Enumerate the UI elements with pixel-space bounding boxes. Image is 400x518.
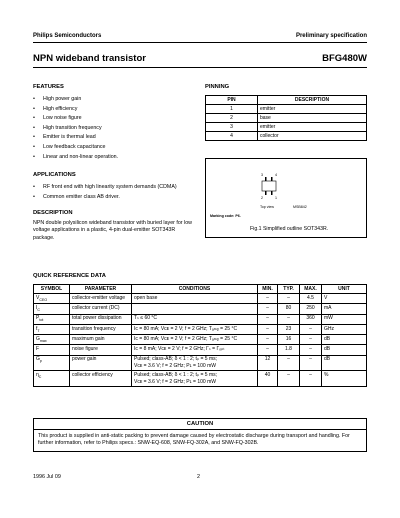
- parameter-cell: noise figure: [70, 345, 132, 355]
- parameter-cell: total power dissipation: [70, 314, 132, 324]
- max-cell: –: [300, 371, 322, 387]
- parameter-cell: collector-emitter voltage: [70, 294, 132, 304]
- condition-line: Tₛ ≤ 60 °C: [134, 315, 158, 322]
- qrd-row: [34, 371, 367, 387]
- feature-item: • High power gain: [33, 95, 193, 105]
- unit-cell: dB: [322, 355, 367, 371]
- feature-item: • Emitter is thermal lead: [33, 133, 193, 143]
- typ-column-header: TYP.: [278, 285, 300, 294]
- min-column-header: MIN.: [258, 285, 278, 294]
- symbol-main: G: [36, 356, 40, 363]
- condition-line: Pulsed; class-AB; δ < 1 : 2; tₚ = 5 ms;: [134, 356, 218, 363]
- max-cell: –: [300, 324, 322, 334]
- condition-line: Pulsed; class-AB; δ < 1 : 2; tₚ = 5 ms;: [134, 372, 218, 379]
- max-cell: –: [300, 335, 322, 345]
- symbol-column-header: SYMBOL: [34, 285, 70, 294]
- application-item: • RF front end with high linearity system demands (CDMA): [33, 183, 193, 193]
- applications-list: [33, 183, 193, 202]
- qrd-row: [34, 355, 367, 371]
- typ-cell: 80: [278, 304, 300, 314]
- page-number: 2: [197, 474, 200, 480]
- min-cell: –: [258, 314, 278, 324]
- conditions-cell: [132, 355, 258, 371]
- pin-column-header: PIN: [206, 96, 258, 105]
- pinning-table: [205, 95, 367, 141]
- figure-caption: Fig.1 Simplified outline SOT343R.: [250, 226, 329, 232]
- qrd-row: [34, 324, 367, 334]
- min-cell: 12: [258, 355, 278, 371]
- footer-date: 1996 Jul 09: [33, 474, 61, 480]
- drawing-code: MSB842: [293, 205, 307, 209]
- symbol-cell: [34, 294, 70, 304]
- caution-heading: CAUTION: [34, 419, 366, 430]
- package-figure: [205, 158, 367, 238]
- description-text: NPN double polysilicon wideband transistor with buried layer for low voltage applications in a plastic, 4-pin dual-emitter SOT343R package.: [33, 220, 192, 241]
- quick-reference-table: [33, 284, 367, 387]
- document-status: Preliminary specification: [295, 33, 367, 39]
- pin-description: emitter: [258, 123, 367, 132]
- symbol-subscript: tot: [39, 318, 44, 323]
- typ-cell: 1.8: [278, 345, 300, 355]
- min-cell: –: [258, 324, 278, 334]
- marking-code: Marking code: P6.: [210, 214, 241, 218]
- min-cell: 40: [258, 371, 278, 387]
- condition-line: Iᴄ = 80 mA; Vᴄᴇ = 2 V; f = 2 GHz; Tₐₘᵦ = 25 °C: [134, 335, 238, 342]
- application-item: • Common emitter class AB driver.: [33, 193, 193, 203]
- applications-heading: APPLICATIONS: [33, 172, 76, 179]
- top-view-label: Top view: [260, 205, 274, 209]
- pin-number: 4: [206, 132, 258, 141]
- symbol-main: η: [36, 372, 39, 379]
- symbol-subscript: C: [38, 375, 42, 380]
- min-cell: –: [258, 345, 278, 355]
- qrd-row: [34, 345, 367, 355]
- conditions-cell: [132, 314, 258, 324]
- features-heading: FEATURES: [33, 84, 64, 90]
- symbol-main: f: [36, 325, 38, 332]
- symbol-cell: [34, 304, 70, 314]
- symbol-subscript: C: [37, 308, 40, 313]
- unit-cell: mW: [322, 314, 367, 324]
- parameter-cell: collector current (DC): [70, 304, 132, 314]
- conditions-cell: [132, 335, 258, 345]
- features-list: [33, 95, 193, 162]
- symbol-main: G: [36, 335, 40, 342]
- min-cell: –: [258, 304, 278, 314]
- symbol-main: I: [36, 305, 38, 312]
- pinning-heading: PINNING: [205, 84, 230, 90]
- conditions-cell: [132, 324, 258, 334]
- unit-cell: V: [322, 294, 367, 304]
- caution-text: This product is supplied in anti-static packing to prevent damage caused by electrostatic discharge during transport and handling. For further information, refer to Philips specs.: SNW-EQ-608, SNW-FQ-302A, and SNW-FQ-302B.: [38, 433, 350, 447]
- conditions-cell: [132, 304, 258, 314]
- parameter-cell: power gain: [70, 355, 132, 371]
- condition-line: Iᴄ = 8 mA; Vᴄᴇ = 2 V; f = 2 GHz; Γₛ = Γₒₚₜ: [134, 346, 225, 353]
- symbol-cell: [34, 335, 70, 345]
- unit-cell: mA: [322, 304, 367, 314]
- unit-cell: dB: [322, 345, 367, 355]
- unit-cell: %: [322, 371, 367, 387]
- document-title: NPN wideband transistor: [33, 53, 146, 64]
- pinning-row: [206, 105, 367, 114]
- feature-item: • Low feedback capacitance: [33, 143, 193, 153]
- max-cell: 250: [300, 304, 322, 314]
- pinning-row: [206, 123, 367, 132]
- pin-number: 1: [206, 105, 258, 114]
- qrd-row: [34, 335, 367, 345]
- pin-number: 3: [206, 123, 258, 132]
- feature-item: • High transition frequency: [33, 124, 193, 134]
- symbol-subscript: max: [39, 338, 47, 343]
- conditions-cell: [132, 294, 258, 304]
- pin-description: emitter: [258, 105, 367, 114]
- max-column-header: MAX.: [300, 285, 322, 294]
- description-heading: DESCRIPTION: [33, 210, 73, 217]
- symbol-main: F: [36, 346, 40, 353]
- max-cell: 360: [300, 314, 322, 324]
- min-cell: –: [258, 294, 278, 304]
- pin-number: 2: [206, 114, 258, 123]
- qrd-header-row: [34, 285, 367, 294]
- typ-cell: –: [278, 355, 300, 371]
- pin-label-1: 1: [275, 196, 277, 200]
- symbol-subscript: CEO: [39, 297, 48, 302]
- max-cell: –: [300, 345, 322, 355]
- condition-line: Vᴄᴇ = 3.6 V; f = 2 GHz; Pʟ = 100 mW: [134, 362, 216, 369]
- parameter-cell: collector efficiency: [70, 371, 132, 387]
- left-column: [33, 84, 193, 242]
- typ-cell: 23: [278, 324, 300, 334]
- conditions-cell: [132, 371, 258, 387]
- condition-line: open base: [134, 294, 158, 301]
- qrd-heading: QUICK REFERENCE DATA: [33, 273, 106, 279]
- parameter-cell: maximum gain: [70, 335, 132, 345]
- conditions-column-header: CONDITIONS: [132, 285, 258, 294]
- header-rule: [33, 42, 367, 43]
- symbol-cell: [34, 324, 70, 334]
- symbol-subscript: T: [37, 328, 40, 333]
- typ-cell: 16: [278, 335, 300, 345]
- unit-cell: dB: [322, 335, 367, 345]
- caution-box: [33, 418, 367, 452]
- max-cell: –: [300, 355, 322, 371]
- part-number: BFG480W: [322, 53, 367, 64]
- min-cell: –: [258, 335, 278, 345]
- max-cell: 4.5: [300, 294, 322, 304]
- condition-line: Iᴄ = 80 mA; Vᴄᴇ = 2 V; f = 2 GHz; Tₐₘᵦ = 25 °C: [134, 325, 238, 332]
- pinning-row: [206, 132, 367, 141]
- pin-label-3: 3: [261, 173, 263, 177]
- pinning-row: [206, 114, 367, 123]
- conditions-cell: [132, 345, 258, 355]
- pin-description: base: [258, 114, 367, 123]
- symbol-main: P: [36, 315, 40, 322]
- condition-line: [134, 305, 255, 311]
- parameter-column-header: PARAMETER: [70, 285, 132, 294]
- unit-column-header: UNIT: [322, 285, 367, 294]
- company-name: Philips Semiconductors: [33, 33, 102, 39]
- pinning-header-row: [206, 96, 367, 105]
- typ-cell: –: [278, 294, 300, 304]
- parameter-cell: transition frequency: [70, 324, 132, 334]
- symbol-cell: [34, 371, 70, 387]
- typ-cell: –: [278, 314, 300, 324]
- symbol-cell: [34, 345, 70, 355]
- pin-description: collector: [258, 132, 367, 141]
- symbol-main: V: [36, 294, 40, 301]
- pin-label-4: 4: [275, 173, 277, 177]
- feature-item: • Linear and non-linear operation.: [33, 153, 193, 163]
- symbol-cell: [34, 355, 70, 371]
- symbol-cell: [34, 314, 70, 324]
- title-rule: [33, 67, 367, 68]
- feature-item: • Low noise figure: [33, 114, 193, 124]
- qrd-row: [34, 304, 367, 314]
- qrd-row: [34, 294, 367, 304]
- description-column-header: DESCRIPTION: [258, 96, 367, 105]
- condition-line: Vᴄᴇ = 3.6 V; f = 2 GHz; Pʟ = 100 mW: [134, 378, 216, 385]
- symbol-subscript: p: [39, 359, 42, 364]
- qrd-row: [34, 314, 367, 324]
- pin-label-2: 2: [261, 196, 263, 200]
- unit-cell: GHz: [322, 324, 367, 334]
- typ-cell: –: [278, 371, 300, 387]
- feature-item: • High efficiency: [33, 105, 193, 115]
